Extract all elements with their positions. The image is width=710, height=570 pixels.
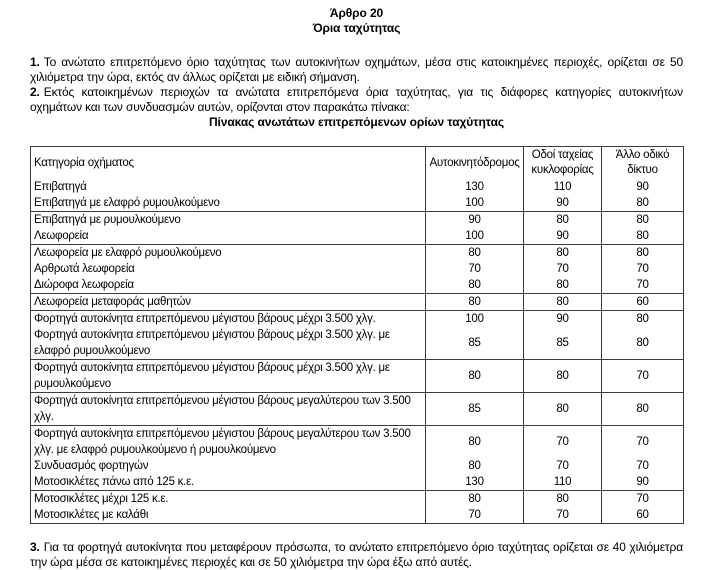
category-cell: Αρθρωτά λεωφορεία — [34, 263, 135, 275]
limit-cell: 70 — [602, 277, 684, 294]
article-title: Όρια ταχύτητας — [312, 21, 401, 35]
table-row — [31, 491, 684, 508]
table-row — [31, 245, 684, 262]
table-row — [31, 327, 684, 360]
paragraph-2-number: 2. — [30, 85, 40, 99]
header-cell-expressway: Οδοί ταχείας κυκλοφορίας — [524, 147, 602, 180]
table-row — [31, 426, 684, 459]
category-cell: Λεωφορεία — [31, 228, 426, 245]
limit-cell: 130 — [426, 179, 524, 195]
category-cell: Φορτηγά αυτοκίνητα επιτρεπόμενου μέγιστου βάρους μεγαλύτερου των 3.500 χλγ. — [31, 393, 426, 426]
limit-cell: 80 — [426, 294, 524, 311]
limit-cell: 90 — [602, 179, 684, 195]
header-cell-other-network: Άλλο οδικό δίκτυο — [602, 147, 684, 180]
limit-cell: 70 — [426, 507, 524, 524]
limit-cell: 70 — [524, 458, 602, 474]
article-number: Άρθρο 20 — [329, 6, 384, 20]
table-row — [31, 277, 684, 294]
limit-cell: 80 — [602, 212, 684, 229]
limit-cell: 60 — [602, 507, 684, 524]
limit-cell: 100 — [426, 311, 524, 328]
limit-cell: 85 — [426, 327, 524, 360]
limit-cell: 70 — [426, 261, 524, 277]
paragraph-3 — [30, 540, 683, 570]
table-row — [31, 212, 684, 229]
header-cell-category: Κατηγορία οχήματος — [34, 156, 134, 169]
limit-cell: 80 — [426, 426, 524, 459]
table-row — [31, 360, 684, 393]
limit-cell: 70 — [524, 507, 602, 524]
paragraph-3-number: 3. — [30, 540, 40, 554]
limit-cell: 70 — [602, 360, 684, 393]
limit-cell: 130 — [426, 474, 524, 491]
table-row — [31, 311, 684, 328]
limit-cell: 70 — [602, 261, 684, 277]
table-row — [31, 228, 684, 245]
category-cell: Λεωφορεία με ελαφρό ρυμουλκούμενο — [34, 247, 222, 259]
limit-cell: 80 — [426, 491, 524, 508]
category-cell: Μοτοσικλέτες μέχρι 125 κ.ε. — [34, 493, 169, 505]
limit-cell: 85 — [524, 327, 602, 360]
category-cell: Φορτηγά αυτοκίνητα επιτρεπόμενου μέγιστου βάρους μέχρι 3.500 χλγ. — [34, 313, 376, 325]
table-row — [31, 294, 684, 311]
category-cell: Μοτοσικλέτες με καλάθι — [34, 509, 149, 521]
limit-cell: 80 — [602, 245, 684, 262]
limit-cell: 90 — [524, 228, 602, 245]
category-cell: Φορτηγά αυτοκίνητα επιτρεπόμενου μέγιστου βάρους μέχρι 3.500 χλγ. με ρυμουλκούμενο — [31, 360, 426, 393]
limit-cell: 80 — [524, 245, 602, 262]
limit-cell: 70 — [602, 426, 684, 459]
limit-cell: 80 — [524, 491, 602, 508]
table-row — [31, 195, 684, 212]
limit-cell: 80 — [524, 212, 602, 229]
table-row — [31, 474, 684, 491]
limit-cell: 90 — [602, 474, 684, 491]
limit-cell: 80 — [524, 393, 602, 426]
category-cell: Φορτηγά αυτοκίνητα επιτρεπόμενου μέγιστου βάρους μέχρι 3.500 χλγ. με ελαφρό ρυμουλκούμενο — [31, 327, 426, 360]
header-cell-motorway: Αυτοκινητόδρο​μος — [426, 147, 524, 180]
speed-limits-table — [30, 146, 684, 524]
limit-cell: 80 — [524, 360, 602, 393]
limit-cell: 80 — [602, 228, 684, 245]
limit-cell: 80 — [426, 360, 524, 393]
limit-cell: 100 — [426, 228, 524, 245]
category-cell: Επιβατηγά με ελαφρό ρυμουλκούμενο — [31, 195, 426, 212]
category-cell: Επιβατηγά με ρυμουλκούμενο — [34, 214, 181, 226]
limit-cell: 80 — [524, 294, 602, 311]
limit-cell: 80 — [602, 311, 684, 328]
category-cell: Συνδυασμός φορτηγών — [34, 460, 149, 472]
limit-cell: 100 — [426, 195, 524, 212]
category-cell: Επιβατηγά — [34, 181, 87, 193]
table-row — [31, 179, 684, 195]
limit-cell: 90 — [426, 212, 524, 229]
table-row — [31, 507, 684, 524]
paragraph-2 — [30, 85, 683, 115]
table-caption: Πίνακας ανωτάτων επιτρεπόμενων ορίων ταχύτητας — [208, 115, 505, 129]
limit-cell: 80 — [524, 277, 602, 294]
paragraph-3-text: Για τα φορτηγά αυτοκίνητα που μεταφέρουν πρόσωπα, το ανώτατο επιτρεπόμενο όριο ταχύτητας ορίζεται σε 40 χιλιόμετρα την ώρα μέσα σε κατοικημένες περιοχές και σε 50 χιλιόμετρα την ώρα έξω από αυτές. — [30, 540, 683, 569]
limit-cell: 90 — [524, 195, 602, 212]
table-row — [31, 393, 684, 426]
table-row — [31, 261, 684, 277]
limit-cell: 80 — [602, 327, 684, 360]
limit-cell: 80 — [426, 245, 524, 262]
paragraph-1-text: Το ανώτατο επιτρεπόμενο όριο ταχύτητας των αυτοκινήτων οχημάτων, μέσα στις κατοικημένες περιοχές, ορίζεται σε 50 χιλιόμετρα την ώρα, εκτός αν άλλως ορίζεται με ειδική σήμανση. — [30, 55, 683, 84]
category-cell: Φορτηγά αυτοκίνητα επιτρεπόμενου μέγιστου βάρους μεγαλύτερου των 3.500 χλγ. με ελαφρό ρυμουλκούμενο ή ρυμουλκούμενο — [34, 428, 411, 456]
category-cell: Μοτοσικλέτες πάνω από 125 κ.ε. — [31, 474, 426, 491]
table-header-row — [31, 147, 684, 180]
limit-cell: 110 — [524, 179, 602, 195]
limit-cell: 70 — [602, 458, 684, 474]
limit-cell: 80 — [602, 195, 684, 212]
limit-cell: 70 — [524, 426, 602, 459]
paragraph-1 — [30, 55, 683, 85]
limit-cell: 80 — [426, 458, 524, 474]
paragraph-1-number: 1. — [30, 55, 40, 69]
paragraph-2-text: Εκτός κατοικημένων περιοχών τα ανώτατα επιτρεπόμενα όρια ταχύτητας, για τις διάφορες κατηγορίες αυτοκινήτων οχημάτων και των συνδυασμών αυτών, ορίζονται στον παρακάτω πίνακα: — [30, 85, 683, 114]
limit-cell: 80 — [602, 393, 684, 426]
limit-cell: 110 — [524, 474, 602, 491]
table-row — [31, 458, 684, 474]
limit-cell: 90 — [524, 311, 602, 328]
limit-cell: 85 — [426, 393, 524, 426]
limit-cell: 60 — [602, 294, 684, 311]
limit-cell: 70 — [524, 261, 602, 277]
limit-cell: 80 — [426, 277, 524, 294]
category-cell: Λεωφορεία μεταφοράς μαθητών — [31, 294, 426, 311]
table-body — [31, 179, 684, 524]
category-cell: Διώροφα λεωφορεία — [31, 277, 426, 294]
limit-cell: 70 — [602, 491, 684, 508]
